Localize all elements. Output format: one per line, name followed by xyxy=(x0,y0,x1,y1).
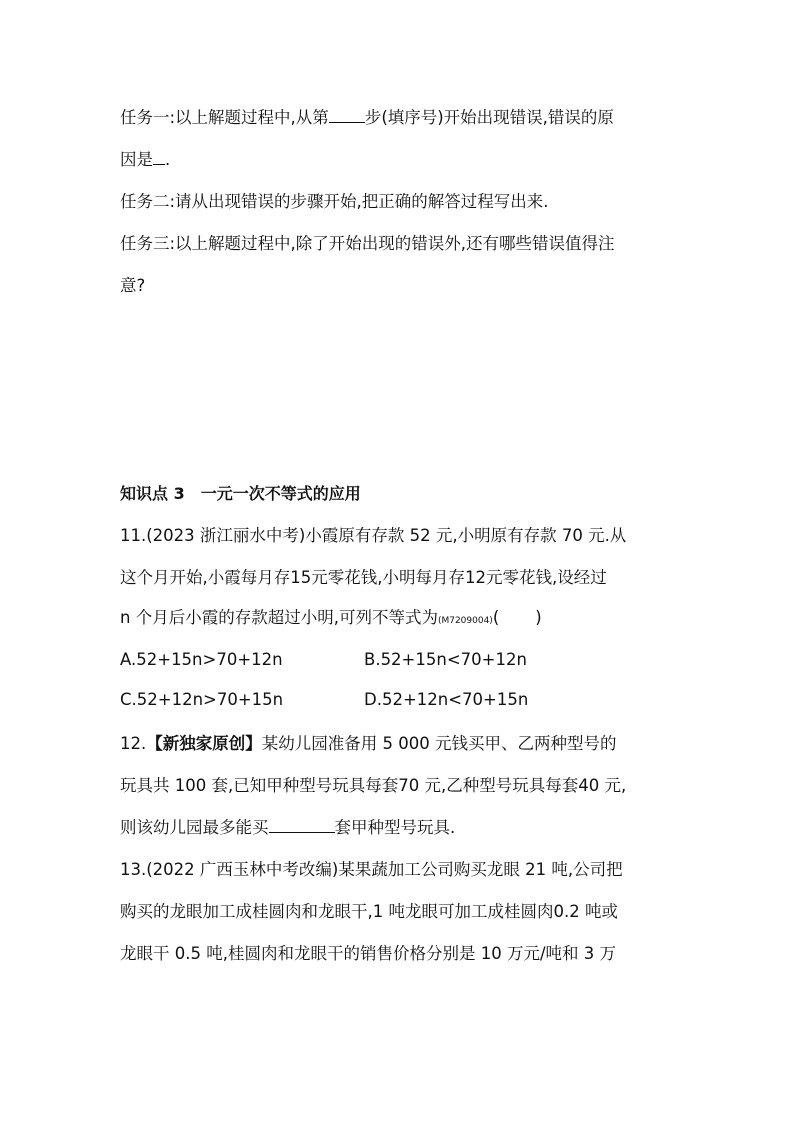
q12-text-3a: 则该幼儿园最多能买 xyxy=(120,818,269,837)
task-1-line-2 xyxy=(120,150,170,170)
q11-code: (M7209004) xyxy=(437,616,493,626)
answer-blank-reason[interactable] xyxy=(153,150,165,165)
section-heading: 知识点 3 一元一次不等式的应用 xyxy=(120,484,361,503)
q11-paren-close: ) xyxy=(535,608,542,627)
q12-line-1 xyxy=(120,734,616,754)
q11-line-2 xyxy=(120,568,607,588)
task-1-text-b: 步(填序号)开始出现错误,错误的原 xyxy=(364,108,614,127)
q11-option-a[interactable]: A.52+15n>70+12n xyxy=(120,650,283,669)
q13-line-2 xyxy=(120,902,618,922)
q11-option-d[interactable]: D.52+12n<70+15n xyxy=(364,690,529,709)
answer-blank-step[interactable] xyxy=(329,108,365,123)
q12-answer-blank[interactable] xyxy=(269,818,335,833)
q13-line-1 xyxy=(120,860,623,880)
task-3-line-2 xyxy=(120,276,145,296)
q13-text-1: 13.(2022 广西玉林中考改编)某果蔬加工公司购买龙眼 21 吨,公司把 xyxy=(120,860,623,879)
task-3-line-1 xyxy=(120,234,615,254)
task-3-text-b: 意? xyxy=(120,276,146,295)
task-1-text-c: 因是 xyxy=(120,150,153,169)
q12-line-2 xyxy=(120,776,626,796)
task-2-text: 任务二:请从出现错误的步骤开始,把正确的解答过程写出来. xyxy=(120,192,549,211)
task-1-line-1 xyxy=(120,108,614,128)
q11-paren-open: ( xyxy=(492,608,500,627)
q12-line-3 xyxy=(120,818,455,838)
q12-text-1: 某幼儿园准备用 5 000 元钱买甲、乙两种型号的 xyxy=(261,734,617,753)
q11-text-1: 11.(2023 浙江丽水中考)小霞原有存款 52 元,小明原有存款 70 元.从 xyxy=(120,526,627,545)
q11-text-3: n 个月后小霞的存款超过小明,可列不等式为 xyxy=(120,608,438,627)
q11-line-1 xyxy=(120,526,626,546)
q12-text-3b: 套甲种型号玩具. xyxy=(334,818,456,837)
q13-text-2: 购买的龙眼加工成桂圆肉和龙眼干,1 吨龙眼可加工成桂圆肉0.2 吨或 xyxy=(120,902,618,921)
task-2-line xyxy=(120,192,549,212)
q11-options-row-1 xyxy=(120,650,527,670)
q11-line-3 xyxy=(120,608,542,631)
task-3-text-a: 任务三:以上解题过程中,除了开始出现的错误外,还有哪些错误值得注 xyxy=(120,234,615,253)
q12-number: 12. xyxy=(120,734,147,753)
task-1-text-d: . xyxy=(165,150,171,169)
q13-text-3: 龙眼干 0.5 吨,桂圆肉和龙眼干的销售价格分别是 10 万元/吨和 3 万 xyxy=(120,944,617,963)
q12-tag: 【新独家原创】 xyxy=(146,734,262,753)
q12-text-2: 玩具共 100 套,已知甲种型号玩具每套70 元,乙种型号玩具每套40 元, xyxy=(120,776,627,795)
task-1-text-a: 任务一:以上解题过程中,从第 xyxy=(120,108,329,127)
q13-line-3 xyxy=(120,944,616,964)
q11-text-2: 这个月开始,小霞每月存15元零花钱,小明每月存12元零花钱,设经过 xyxy=(120,568,607,587)
q11-option-b[interactable]: B.52+15n<70+12n xyxy=(364,650,527,669)
q11-options-row-2 xyxy=(120,690,528,710)
q11-option-c[interactable]: C.52+12n>70+15n xyxy=(120,690,284,709)
